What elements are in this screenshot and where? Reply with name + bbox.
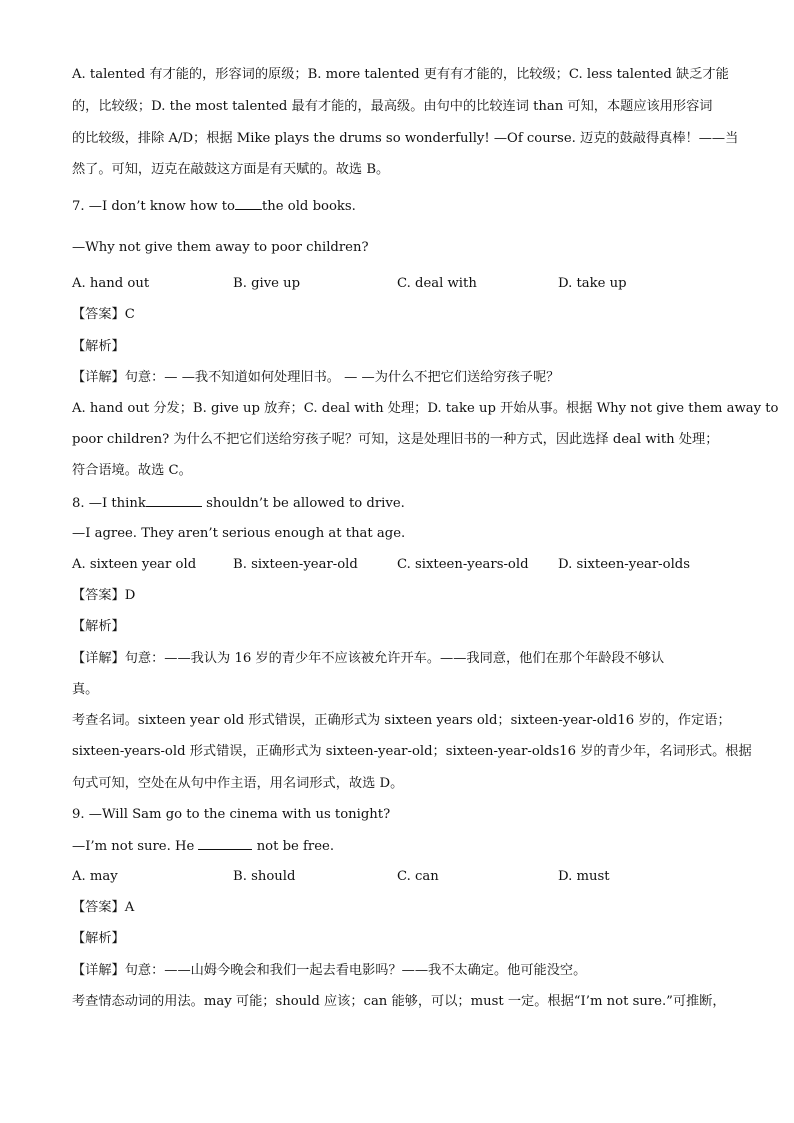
- analysis-label: 【解析】: [72, 619, 125, 634]
- explanation-line: 考查名词。sixteen year old 形式错误，正确形式为 sixteen years old；sixteen-year-old16 岁的，作定语；: [72, 713, 731, 728]
- stem-text: the old books.: [261, 199, 356, 214]
- question-8-reply: —I agree. They aren’t serious enough at that age.: [72, 526, 406, 541]
- option-a: A. hand out: [72, 276, 150, 291]
- answer-label: 【答案】D: [72, 588, 136, 603]
- question-7-stem: [72, 197, 356, 216]
- explanation-line: sixteen-years-old 形式错误，正确形式为 sixteen-year-old；sixteen-year-olds16 岁的青少年，名词形式。根据: [72, 744, 752, 759]
- stem-text: shouldn’t be allowed to drive.: [206, 496, 405, 511]
- explanation-line: 符合语境。故选 C。: [72, 463, 192, 478]
- explanation-line: 的，比较级；D. the most talented 最有才能的，最高级。由句中的比较连词 than 可知，本题应该用形容词: [72, 99, 713, 114]
- option-d: D. sixteen-year-olds: [558, 557, 691, 572]
- explanation-line: 考查情态动词的用法。may 可能；should 应该；can 能够，可以；must 一定。根据“I’m not sure.”可推断，: [72, 994, 726, 1009]
- detail-line: 【详解】句意：——山姆今晚会和我们一起去看电影吗？——我不太确定。他可能没空。: [72, 963, 587, 978]
- option-a: A. sixteen year old: [72, 557, 197, 572]
- explanation-line: 的比较级，排除 A/D；根据 Mike plays the drums so wonderfully! —Of course. 迈克的鼓敲得真棒！——当: [72, 131, 739, 146]
- question-9-stem: 9. —Will Sam go to the cinema with us tonight?: [72, 807, 391, 822]
- answer-blank: [235, 197, 262, 210]
- explanation-line: A. talented 有才能的，形容词的原级；B. more talented 更有有才能的，比较级；C. less talented 缺乏才能: [72, 67, 729, 82]
- option-c: C. sixteen-years-old: [397, 557, 529, 572]
- question-8-stem: [72, 494, 405, 513]
- detail-line: 【详解】句意：— —我不知道如何处理旧书。 — —为什么不把它们送给穷孩子呢？: [72, 370, 560, 385]
- stem-text: not be free.: [256, 839, 335, 854]
- stem-text: 8. —I think: [72, 496, 146, 511]
- explanation-line: 然了。可知，迈克在敲鼓这方面是有天赋的。故选 B。: [72, 162, 390, 177]
- answer-label: 【答案】A: [72, 900, 135, 915]
- analysis-label: 【解析】: [72, 931, 125, 946]
- question-9-reply: [72, 837, 334, 856]
- option-b: B. give up: [233, 276, 301, 291]
- option-a: A. may: [72, 869, 118, 884]
- detail-line: 真。: [72, 682, 99, 697]
- option-b: B. sixteen-year-old: [233, 557, 358, 572]
- explanation-line: 句式可知，空处在从句中作主语，用名词形式，故选 D。: [72, 776, 404, 791]
- detail-line: 【详解】句意：——我认为 16 岁的青少年不应该被允许开车。——我同意，他们在那个年龄段不够认: [72, 651, 665, 666]
- stem-text: 7. —I don’t know how to: [72, 199, 235, 214]
- stem-text: —I’m not sure. He: [72, 839, 195, 854]
- option-c: C. deal with: [397, 276, 477, 291]
- option-d: D. must: [558, 869, 610, 884]
- option-b: B. should: [233, 869, 296, 884]
- answer-blank: [198, 837, 252, 850]
- option-c: C. can: [397, 869, 439, 884]
- question-7-reply: —Why not give them away to poor children?: [72, 240, 369, 255]
- answer-label: 【答案】C: [72, 307, 135, 322]
- answer-blank: [146, 494, 202, 507]
- explanation-line: poor children? 为什么不把它们送给穷孩子呢？可知，这是处理旧书的一种方式，因此选择 deal with 处理；: [72, 432, 719, 447]
- analysis-label: 【解析】: [72, 339, 125, 354]
- explanation-line: A. hand out 分发；B. give up 放弃；C. deal with 处理；D. take up 开始从事。根据 Why not give them away to: [72, 401, 779, 416]
- option-d: D. take up: [558, 276, 627, 291]
